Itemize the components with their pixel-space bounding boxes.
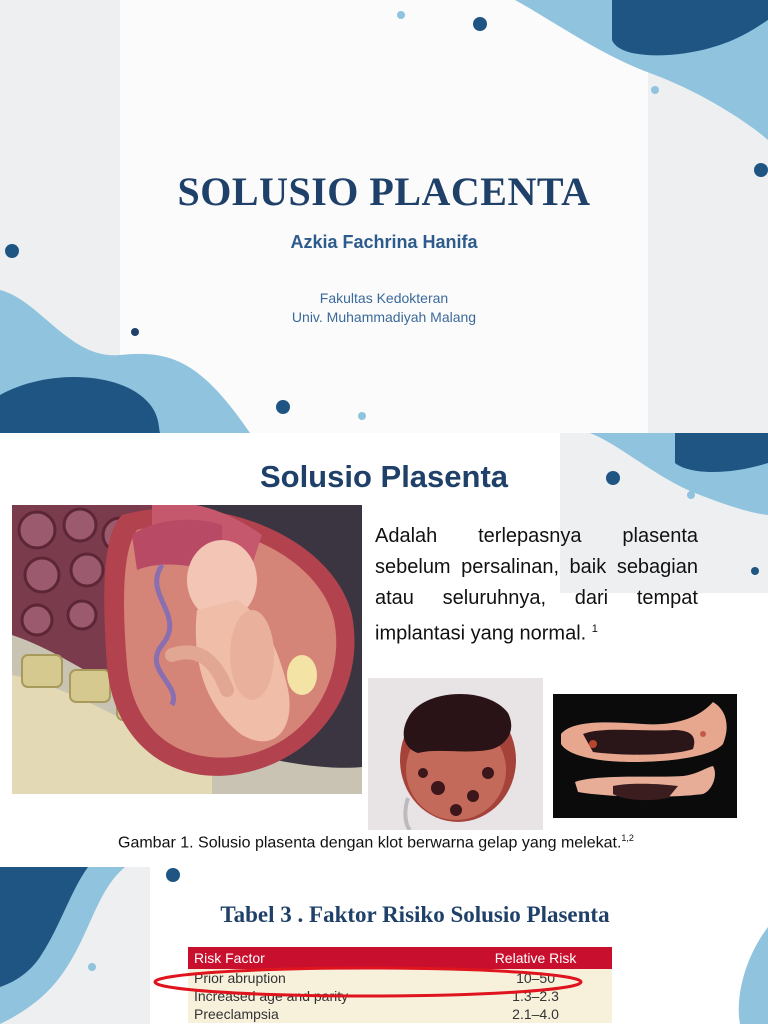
fetus-illustration bbox=[12, 505, 362, 794]
decorative-blobs bbox=[0, 0, 768, 433]
institution bbox=[0, 289, 768, 327]
title-slide bbox=[0, 0, 768, 433]
table-title: Tabel 3 . Faktor Risiko Solusio Plasenta bbox=[220, 902, 610, 927]
presentation-title: SOLUSIO PLACENTA bbox=[177, 169, 591, 214]
risk-factor-cell: Increased age and parity bbox=[188, 987, 459, 1005]
university-text: Univ. Muhammadiyah Malang bbox=[291, 309, 477, 325]
risk-factor-cell: Prior abruption bbox=[188, 969, 459, 987]
slide-title: Solusio Plasenta bbox=[259, 459, 509, 494]
faculty-text: Fakultas Kedokteran bbox=[319, 290, 449, 306]
definition-reference: 1 bbox=[591, 623, 598, 635]
relative-risk-cell: 2.1–4.0 bbox=[459, 1005, 612, 1023]
definition-body: Adalah terlepasnya plasenta sebelum persalinan, baik sebagian atau seluruhnya, dari tempat implantasi yang normal. bbox=[375, 525, 698, 645]
caption-text: Gambar 1. Solusio plasenta dengan klot berwarna gelap yang melekat. bbox=[118, 834, 622, 852]
author-name: Azkia Fachrina Hanifa bbox=[290, 232, 478, 252]
placenta-clot-photo bbox=[368, 678, 543, 830]
relative-risk-cell: 10–50 bbox=[459, 969, 612, 987]
header-relative-risk: Relative Risk bbox=[459, 947, 612, 969]
risk-factor-cell: Preeclampsia bbox=[188, 1005, 459, 1023]
figure-caption bbox=[118, 833, 634, 852]
relative-risk-cell: 1.3–2.3 bbox=[459, 987, 612, 1005]
table-row bbox=[188, 1005, 612, 1023]
placenta-section-photo bbox=[553, 694, 737, 818]
header-risk-factor: Risk Factor bbox=[188, 947, 459, 969]
highlight-ellipse bbox=[152, 965, 584, 999]
caption-reference: 1,2 bbox=[621, 833, 634, 843]
definition-text bbox=[375, 521, 698, 650]
